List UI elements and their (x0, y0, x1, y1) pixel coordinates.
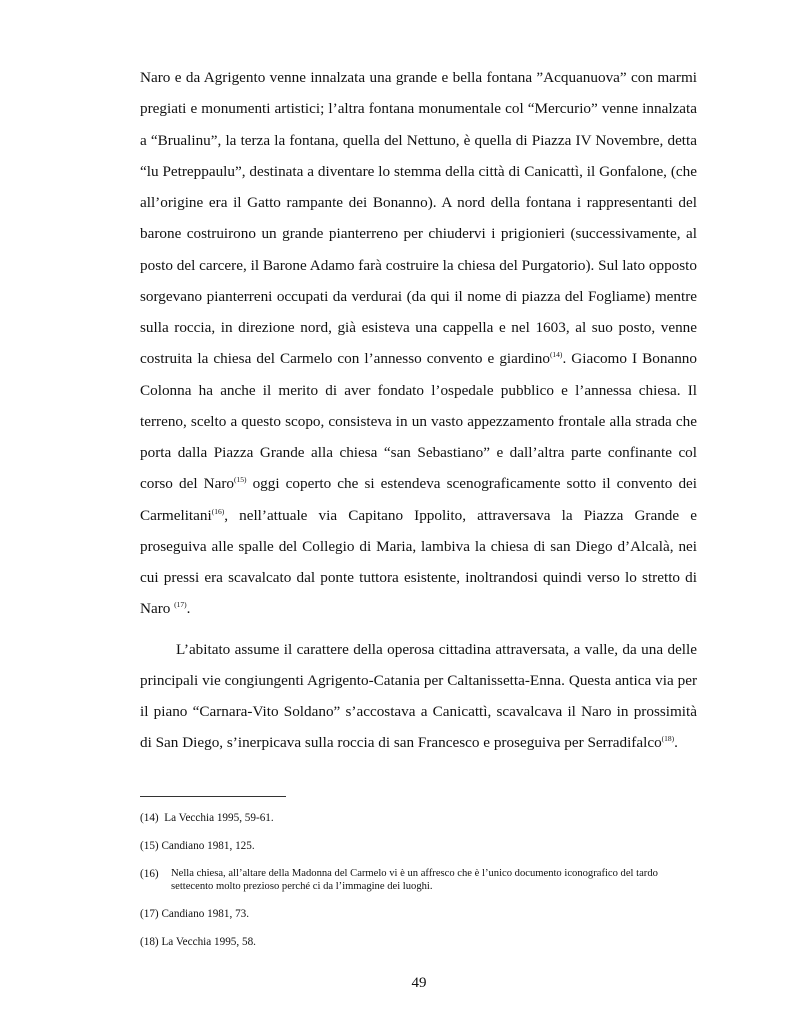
text-run: , nell’attuale via Capitano Ippolito, attraversava la Piazza Grande e proseguiva alle spalle del Collegio di Maria, lambiva la chiesa di san Diego d’Alcalà, nei cui pressi era scavalcato dal ponte tuttora esistente, inoltrandosi quindi verso lo stretto di Naro (140, 506, 697, 618)
text-run: L’abitato assume il carattere della operosa cittadina attraversata, a valle, da una delle principali vie congiungenti Agrigento-Catania per Caltanissetta-Enna. Questa antica via per il piano “Carnara-Vito Soldano” s’accostava a Canicattì, scavalcava il Naro in prossimità di San Diego, s’inerpicava sulla roccia di san Francesco e proseguiva per Serradifalco (140, 640, 697, 752)
footnote (140, 867, 700, 893)
page-number: 49 (411, 975, 427, 991)
text-run: . (186, 600, 191, 618)
footnote-number: (17) (140, 908, 162, 920)
body-paragraph (140, 62, 697, 625)
footnote-separator (140, 796, 286, 797)
footnote-text: La Vecchia 1995, 58. (161, 936, 256, 948)
footnote-text: Candiano 1981, 125. (161, 840, 255, 852)
footnote-text: La Vecchia 1995, 59-61. (164, 812, 274, 824)
text-run: Naro e da Agrigento venne innalzata una grande e bella fontana ”Acquanuova” con marmi pregiati e monumenti artistici; l’altra fontana monumentale col “Mercurio” venne innalzata a “Brualinu”, la terza la fontana, quella del Nettuno, è quella di Piazza IV Novembre, detta “lu Petreppaulu”, destinata a diventare lo stemma della città di Canicattì, il Gonfalone, (che all’origine era il Gatto rampante dei Bonanno). A nord della fontana i rappresentanti del barone costruirono un grande pianterreno per chiudervi i prigionieri (successivamente, al posto del carcere, il Barone Adamo farà costruire la chiesa del Purgatorio). Sul lato opposto sorgevano pianterreni occupati da verdurai (da qui il nome di piazza del Fogliame) mentre sulla roccia, in direzione nord, già esisteva una cappella e nel 1603, al suo posto, venne costruita la chiesa del Carmelo con l’annesso convento e giardino (140, 69, 697, 368)
footnote-number: (15) (140, 840, 162, 852)
footnote-ref: (18) (661, 734, 675, 744)
text-run: . Giacomo I Bonanno Colonna ha anche il merito di aver fondato l’ospedale pubblico e l’annessa chiesa. Il terreno, scelto a questo scopo, consisteva in un vasto appezzamento frontale alla strada che porta dalla Piazza Grande alla chiesa “san Sebastiano” e dall’altra parte confinante col corso del Naro (140, 350, 697, 493)
body-text (140, 62, 697, 759)
footnote (140, 907, 700, 921)
footnote-text: Candiano 1981, 73. (161, 908, 250, 920)
footnote-number: (18) (140, 936, 162, 948)
footnote-ref: (17) (174, 600, 187, 610)
footnote-ref: (15) (233, 475, 247, 485)
footnote (140, 935, 700, 949)
footnotes (140, 811, 700, 963)
text-run: . (674, 734, 678, 752)
footnote (140, 839, 700, 853)
footnote-text: Nella chiesa, all’altare della Madonna del Carmelo vi è un affresco che è l’unico documento iconografico del tardo settecento molto prezioso perché ci da l’immagine dei luoghi. (171, 868, 658, 892)
footnote-number: (14) (140, 812, 165, 824)
footnote-ref: (14) (549, 350, 563, 360)
footnote-ref: (16) (211, 506, 225, 516)
footnote-number: (16) (140, 868, 159, 880)
text-run: oggi coperto che si estendeva scenograficamente sotto il convento dei Carmelitani (140, 475, 697, 524)
footnote (140, 811, 700, 825)
body-paragraph (140, 634, 697, 759)
